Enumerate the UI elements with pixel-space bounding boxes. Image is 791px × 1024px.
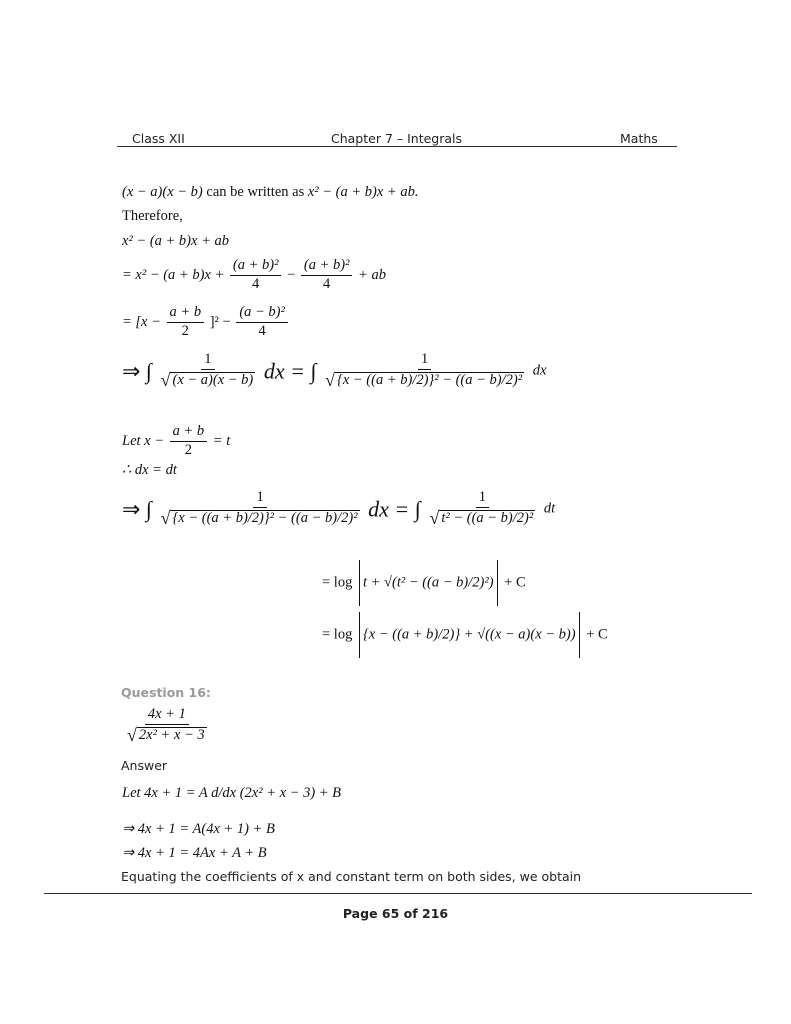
l7-abs-left [359,560,360,606]
header-subject: Maths [620,131,658,146]
l3-frac-2-num: (a + b)² [301,258,353,276]
l4-frac-2 [236,305,288,340]
l6-frac-right [426,490,538,529]
l5-rnum: 1 [418,352,431,370]
l6-rden: √ t² − ((a − b)/2)² [429,507,534,528]
l5-frac-right [322,352,527,391]
question-num: 4x + 1 [145,707,189,725]
therefore-text: Therefore, [122,208,183,224]
question-frac [124,707,210,746]
l6-den: √ {x − ((a + b)/2)}² − ((a − b)/2)² [160,507,358,528]
l3-frac-2 [301,258,353,293]
answer-label: Answer [121,758,168,773]
line-7 [322,560,526,606]
l5-den: √ (x − a)(x − b) [160,369,254,390]
question-label: Question 16: [121,685,211,700]
l5-frac-left [158,352,259,391]
l3-end: + ab [358,266,386,283]
header-chapter: Chapter 7 – Integrals [331,131,463,146]
l7-abs-right [497,560,498,606]
dx-dt-line [122,462,177,479]
line-3 [122,258,386,293]
l4-frac-2-den: 4 [258,322,266,339]
l8-const: + C [586,626,608,643]
line-5 [122,352,546,391]
line-6 [122,490,555,529]
l4-frac-2-num: (a − b)² [236,305,288,323]
l4-frac-1-num: a + b [167,305,205,323]
l3-frac-1-den: 4 [252,275,260,292]
l5-dx2: dx [532,362,547,379]
l3-frac-1-num: (a + b)² [230,258,282,276]
answer-line-1-text: Let 4x + 1 = A d/dx (2x² + x − 3) + B [122,785,342,801]
l1-expr: (x − a)(x − b) [122,184,203,200]
l6-rnum: 1 [476,490,489,508]
l8-abs-right [579,612,580,658]
answer-line-1 [122,785,341,802]
dx-dt-text: ∴ dx = dt [122,462,177,478]
l7-const: + C [504,574,526,591]
page-number: Page 65 of 216 [342,906,449,921]
l6-frac-left [158,490,363,529]
answer-line-2 [122,821,275,838]
l4-b: ]² − [209,313,231,330]
answer-line-3-text: ⇒ 4x + 1 = 4Ax + A + B [122,845,267,861]
let-den: 2 [184,441,193,458]
line-4 [122,305,290,340]
l6-rden-text: t² − ((a − b)/2)² [441,510,534,527]
l1-result: x² − (a + b)x + ab. [307,184,419,200]
l2-expr: x² − (a + b)x + ab [122,233,229,249]
l3-minus: − [287,266,296,283]
line-2 [122,233,229,250]
l3-frac-1 [230,258,282,293]
l8-abs-left [359,612,360,658]
answer-line-2-text: ⇒ 4x + 1 = A(4x + 1) + B [122,821,275,837]
question-den-text: 2x² + x − 3 [138,727,205,744]
l5-num: 1 [201,352,214,370]
let-num: a + b [170,424,208,442]
l8-inner: {x − ((a + b)/2)} + √((x − a)(x − b)) [362,626,576,643]
l4-frac-1-den: 2 [181,322,189,339]
l5-den-text: (x − a)(x − b) [172,372,254,389]
l6-implies: ⇒ ∫ [122,496,152,522]
l5-rden-text: {x − ((a + b)/2)}² − ((a − b)/2)² [337,372,523,389]
l7-log: = log [322,574,353,591]
l3-frac-2-den: 4 [323,275,331,292]
let-b: = t [212,432,231,449]
l6-num: 1 [253,490,266,508]
line-1 [122,184,418,201]
question-den: √ 2x² + x − 3 [127,724,205,745]
l3-a: = x² − (a + b)x + [122,266,225,283]
question-expression [122,707,212,746]
l8-log: = log [322,626,353,643]
header-divider [117,146,677,147]
l5-dx: dx = ∫ [263,358,317,384]
answer-line-3 [122,845,267,862]
l6-dx: dx = ∫ [368,496,421,522]
footer-divider [44,893,752,894]
l1-text: can be written as [206,184,305,200]
equating-text: Equating the coefficients of x and constant term on both sides, we obtain [121,869,582,884]
l6-den-text: {x − ((a + b)/2)}² − ((a − b)/2)² [172,510,358,527]
line-8 [322,612,608,658]
let-line [122,424,230,459]
let-a: Let x − [122,432,164,449]
l4-a: = [x − [122,313,165,330]
l7-inner: t + √(t² − ((a − b)/2)²) [362,574,494,591]
l6-dt: dt [543,500,556,517]
let-frac [170,424,208,459]
l5-implies: ⇒ ∫ [122,358,152,384]
l5-rden: √ {x − ((a + b)/2)}² − ((a − b)/2)² [325,369,523,390]
l4-frac-1 [167,305,205,340]
header-class: Class XII [132,131,185,146]
